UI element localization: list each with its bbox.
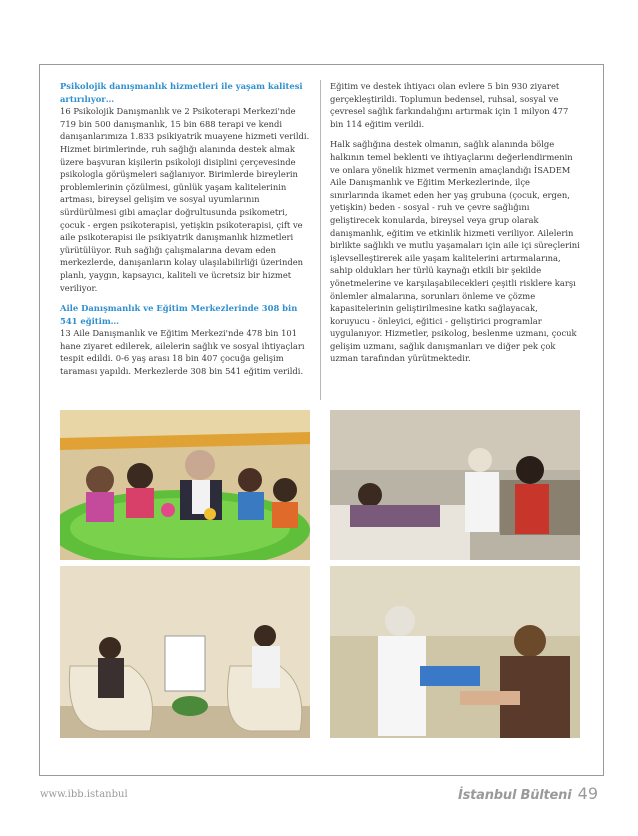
footer-website: www.ibb.istanbul	[40, 789, 128, 800]
footer-publication	[458, 784, 598, 803]
photo-counseling-session	[60, 566, 310, 738]
paragraph: Eğitim ve destek ihtiyacı olan evlere 5 bin 930 ziyaret gerçekleştirildi. Toplumun bedensel, ruhsal, sosyal ve çevresel sağlık farkındalığını artırmak için 1 milyon 477 bin 114 eğitim verildi.	[330, 81, 569, 129]
photo-health-check	[330, 566, 580, 738]
publication-title: İstanbul Bülteni	[457, 788, 572, 803]
right-text-column	[330, 80, 580, 373]
section-psychological-counseling	[60, 80, 310, 294]
left-text-column	[60, 80, 310, 386]
section-family-counseling	[60, 302, 310, 378]
section-body: 16 Psikolojik Danışmanlık ve 2 Psikoterapi Merkezi'nde 719 bin 500 danışmanlık, 15 bin 688 terapi ve kendi danışanlarımıza 1.833 psikiyatrik muayene hizmeti verildi. Hizmet birimlerinde, ruh sağlığı alanında destek almak üzere başvuran kişilerin psikoloji disiplini çerçevesinde psikologla görüşmeleri sağlanıyor. Birimlerde bireylerin problemlerinin çözülmesi, günlük yaşam kalitelerinin artması, bireysel gelişim ve sosyal uyumlarının sürdürülmesi gibi amaçlar doğrultusunda psikometri, çocuk - ergen psikoterapisi, yetişkin psikoterapisi, çift ve aile psikoterapisi ile psikiyatrik danışmanlık hizmetleri yürütülüyor. Ruh sağlığı çalışmalarına devam eden merkezlerde, danışanların kolay ulaşılabilirliği üzerinden planlı, yaygın, kapsayıcı, kaliteli ve ücretsiz bir hizmet veriliyor.	[60, 106, 310, 293]
column-divider	[320, 80, 321, 400]
section-heading: Aile Danışmanlık ve Eğitim Merkezlerinde 308 bin 541 eğitim…	[60, 303, 298, 326]
paragraph: Halk sağlığına destek olmanın, sağlık alanında bölge halkının temel beklenti ve ihtiyaçlarını değerlendirmenin ve onlara yönelik hizmet vermenin amaçlandığı İSADEM Aile Danışmanlık ve Eğitim Merkezlerinde, ilçe sınırlarında ikamet eden her yaş grubuna (çocuk, ergen, yetişkin) beden - sosyal - ruh ve çevre sağlığını geliştirecek konularda, bireysel veya grup olarak danışmanlık, eğitim ve etkinlik hizmeti veriliyor. Ailelerin birlikte sağlıklı ve mutlu yaşamaları için aile içi süreçlerini işlevselleştirerek aile yaşam kalitelerini artırmalarına, sahip oldukları her türlü kaynağı etkili bir şekilde yönetmelerine ve karşılaşabilecekleri çeşitli risklere karşı önlemler almalarına, sorunları önleme ve çözme kapasitelerinin geliştirilmesine katkı sağlayacak, koruyucu - önleyici, eğitici - geliştirici programlar uygulanıyor. Hizmetler, psikolog, beslenme uzmanı, çocuk gelişim uzmanı, sağlık danışmanları ve diğer pek çok uzman tarafından yürütmektedir.	[330, 139, 580, 364]
page-number: 49	[577, 784, 598, 803]
photo-home-visit	[330, 410, 580, 560]
section-heading: Psikolojik danışmanlık hizmetleri ile yaşam kalitesi artırılıyor…	[60, 81, 303, 104]
photo-children-activity	[60, 410, 310, 560]
section-body: 13 Aile Danışmanlık ve Eğitim Merkezi'nde 478 bin 101 hane ziyaret edilerek, ailelerin sağlık ve sosyal ihtiyaçları tespit edildi. 0-6 yaş arası 18 bin 407 çocuğa gelişim taraması yapıldı. Merkezlerde 308 bin 541 eğitim verildi.	[60, 328, 305, 377]
